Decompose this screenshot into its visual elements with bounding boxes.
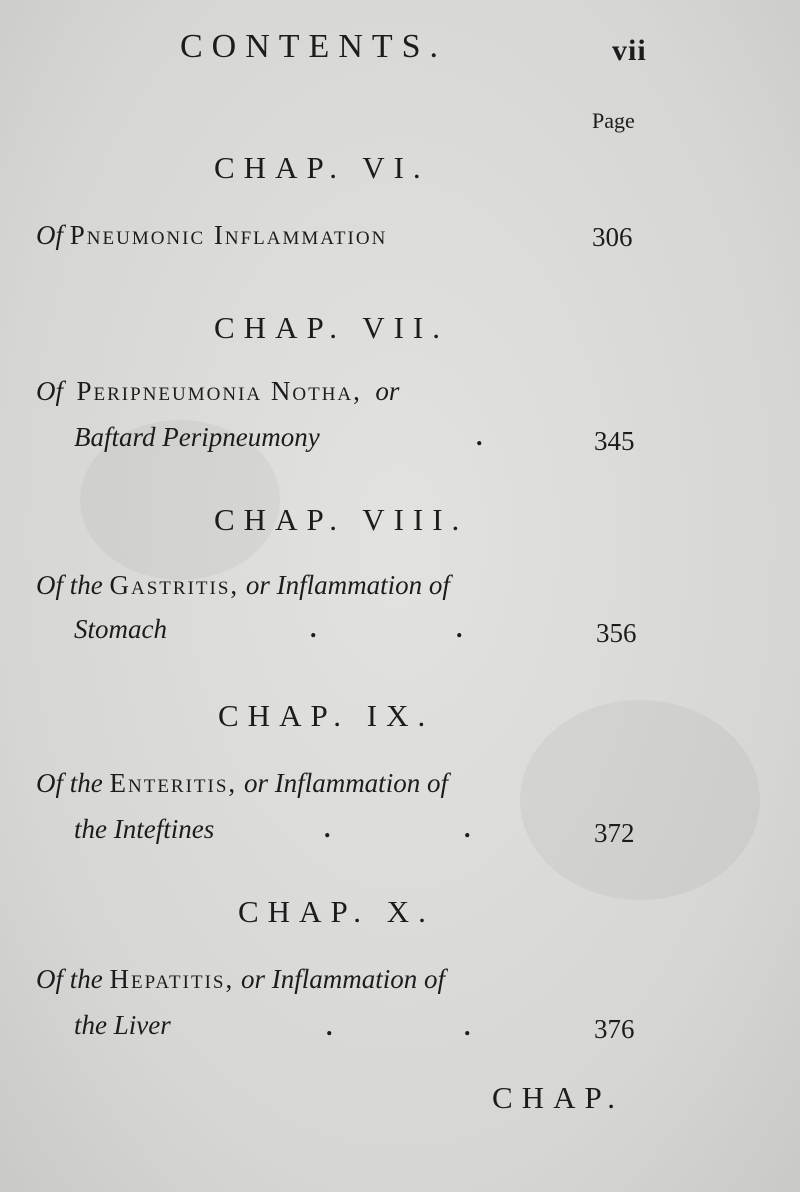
page-number: 345 [594, 426, 635, 456]
entry-title: Gastritis, [109, 570, 240, 600]
entry-of: Of the [36, 964, 103, 994]
entry-subtitle: Stomach [74, 614, 167, 644]
toc-entry [36, 220, 387, 251]
catchword: CHAP. [492, 1080, 625, 1115]
toc-entry [36, 964, 445, 995]
entry-title: Pneumonic Inflammation [69, 220, 388, 250]
entry-title: Enteritis, [109, 768, 238, 798]
chapter-heading: CHAP. X. [238, 894, 435, 929]
leader-dot: . [326, 1012, 333, 1041]
folio: vii [612, 34, 647, 67]
toc-entry [36, 768, 448, 799]
entry-subtitle: the Inteftines [74, 814, 215, 844]
entry-rest: or Inflammation of [245, 570, 450, 600]
chapter-heading: CHAP. VIII. [214, 502, 469, 537]
toc-entry [36, 376, 399, 407]
page-number: 356 [596, 618, 637, 648]
chapter-heading: CHAP. VII. [214, 310, 449, 345]
page-number: 376 [594, 1014, 635, 1044]
entry-or: or [375, 376, 400, 406]
paper-stain [520, 700, 760, 900]
entry-title: Peripneumonia Notha, [76, 376, 362, 406]
leader-dot: . [456, 614, 463, 643]
entry-of: Of [36, 376, 63, 406]
running-head: CONTENTS. [180, 28, 448, 65]
leader-dot: . [310, 614, 317, 643]
entry-rest: or Inflammation of [240, 964, 445, 994]
chapter-heading: CHAP. VI. [214, 150, 430, 185]
leader-dot: . [464, 1012, 471, 1041]
page-number: 306 [592, 222, 633, 252]
leader-dot: . [324, 814, 331, 843]
entry-rest: or Inflammation of [243, 768, 448, 798]
entry-title: Hepatitis, [109, 964, 235, 994]
chapter-heading: CHAP. IX. [218, 698, 435, 733]
leader-dot: . [464, 814, 471, 843]
page-column-label: Page [592, 108, 635, 133]
entry-of: Of the [36, 768, 103, 798]
entry-of: Of [36, 220, 63, 250]
entry-of: Of the [36, 570, 103, 600]
entry-subtitle: Baftard Peripneumony [74, 422, 320, 452]
leader-dot: . [476, 422, 483, 451]
toc-entry [36, 570, 450, 601]
entry-subtitle: the Liver [74, 1010, 171, 1040]
page-number: 372 [594, 818, 635, 848]
